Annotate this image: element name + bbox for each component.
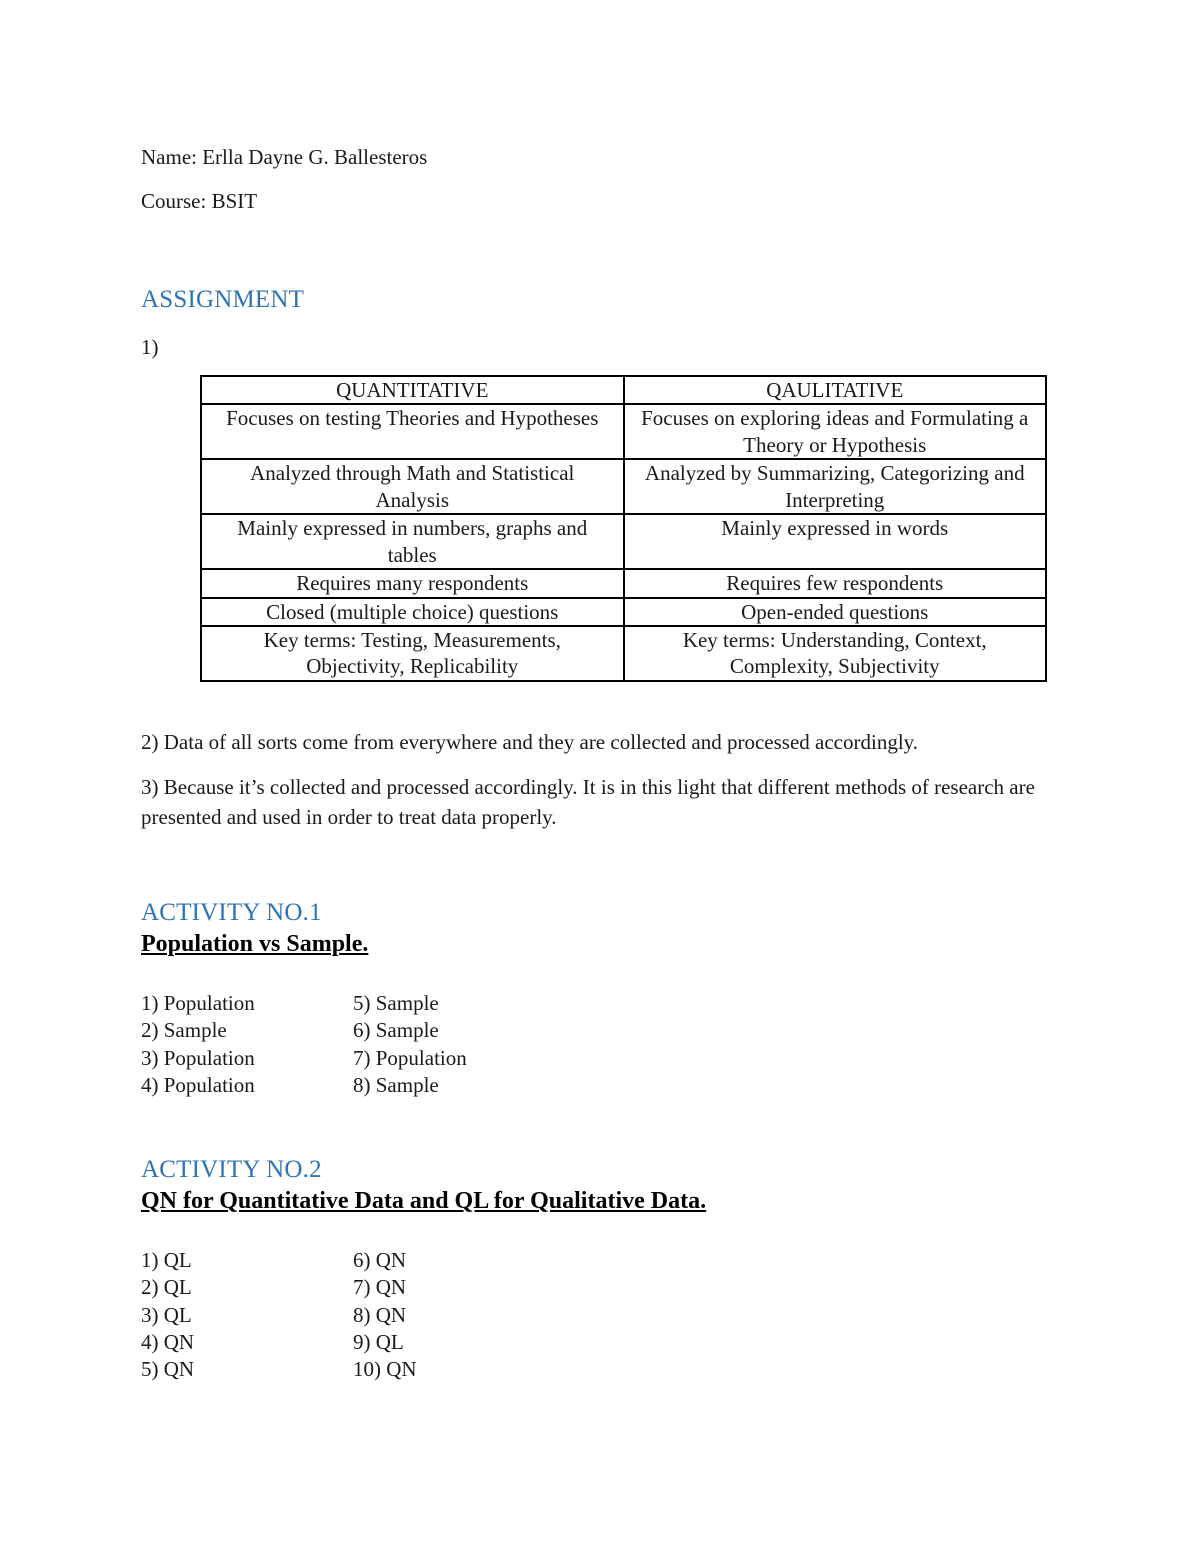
table-row — [201, 598, 1046, 626]
table-cell: Key terms: Testing, Measurements, Objectivity, Replicability — [201, 626, 624, 681]
list-item: 6) Sample — [353, 1018, 439, 1043]
list-item: 2) Sample — [141, 1018, 227, 1043]
list-item: 10) QN — [353, 1357, 417, 1382]
list-item: 8) Sample — [353, 1072, 439, 1097]
list-item: 1) Population — [141, 991, 255, 1015]
table-row — [201, 626, 1046, 681]
table-cell: Open-ended questions — [624, 598, 1047, 626]
activity1-answer-list — [141, 990, 467, 1099]
list-item: 4) Population — [141, 1072, 255, 1097]
list-item: 2) QL — [141, 1275, 192, 1300]
assignment-item-2: 2) Data of all sorts come from everywhere and they are collected and processed accordingly. — [141, 730, 919, 754]
table-cell: Analyzed through Math and Statistical Analysis — [201, 459, 624, 514]
activity2-heading: ACTIVITY NO.2 — [141, 1156, 322, 1183]
list-item: 7) QN — [353, 1275, 407, 1300]
table-cell: Key terms: Understanding, Context, Complexity, Subjectivity — [624, 626, 1047, 681]
list-item: 3) Population — [141, 1045, 255, 1070]
activity1-heading: ACTIVITY NO.1 — [141, 899, 322, 926]
table-header-qualitative: QAULITATIVE — [624, 376, 1047, 404]
table-cell: Focuses on testing Theories and Hypotheses — [201, 404, 624, 459]
student-course: Course: BSIT — [141, 189, 258, 213]
list-item: 3) QL — [141, 1302, 192, 1327]
table-cell: Mainly expressed in numbers, graphs and tables — [201, 514, 624, 569]
activity1-subheading: Population vs Sample. — [141, 931, 369, 957]
list-item: 6) QN — [353, 1248, 407, 1272]
table-row — [201, 569, 1046, 597]
table-row — [201, 404, 1046, 459]
assignment-heading: ASSIGNMENT — [141, 286, 305, 313]
table-cell: Closed (multiple choice) questions — [201, 598, 624, 626]
table-cell: Requires many respondents — [201, 569, 624, 597]
activity2-subheading: QN for Quantitative Data and QL for Qualitative Data. — [141, 1188, 707, 1214]
list-item: 5) Sample — [353, 991, 439, 1015]
assignment-item-1-label: 1) — [141, 335, 159, 359]
list-item: 9) QL — [353, 1329, 404, 1354]
table-row — [201, 459, 1046, 514]
list-item: 1) QL — [141, 1248, 192, 1272]
list-item: 7) Population — [353, 1045, 467, 1070]
table-header-row — [201, 376, 1046, 404]
student-name: Name: Erlla Dayne G. Ballesteros — [141, 145, 428, 169]
assignment-item-3: 3) Because it’s collected and processed accordingly. It is in this light that different methods of research are presented and used in order to treat data properly. — [141, 775, 1035, 829]
table-header-quantitative: QUANTITATIVE — [201, 376, 624, 404]
table-row — [201, 514, 1046, 569]
table-cell: Focuses on exploring ideas and Formulating a Theory or Hypothesis — [624, 404, 1047, 459]
table-cell: Analyzed by Summarizing, Categorizing and Interpreting — [624, 459, 1047, 514]
list-item: 4) QN — [141, 1329, 195, 1354]
list-item: 8) QN — [353, 1302, 407, 1327]
activity2-answer-list — [141, 1247, 417, 1383]
comparison-table — [200, 375, 1047, 682]
list-item: 5) QN — [141, 1357, 195, 1382]
table-cell: Requires few respondents — [624, 569, 1047, 597]
table-cell: Mainly expressed in words — [624, 514, 1047, 569]
